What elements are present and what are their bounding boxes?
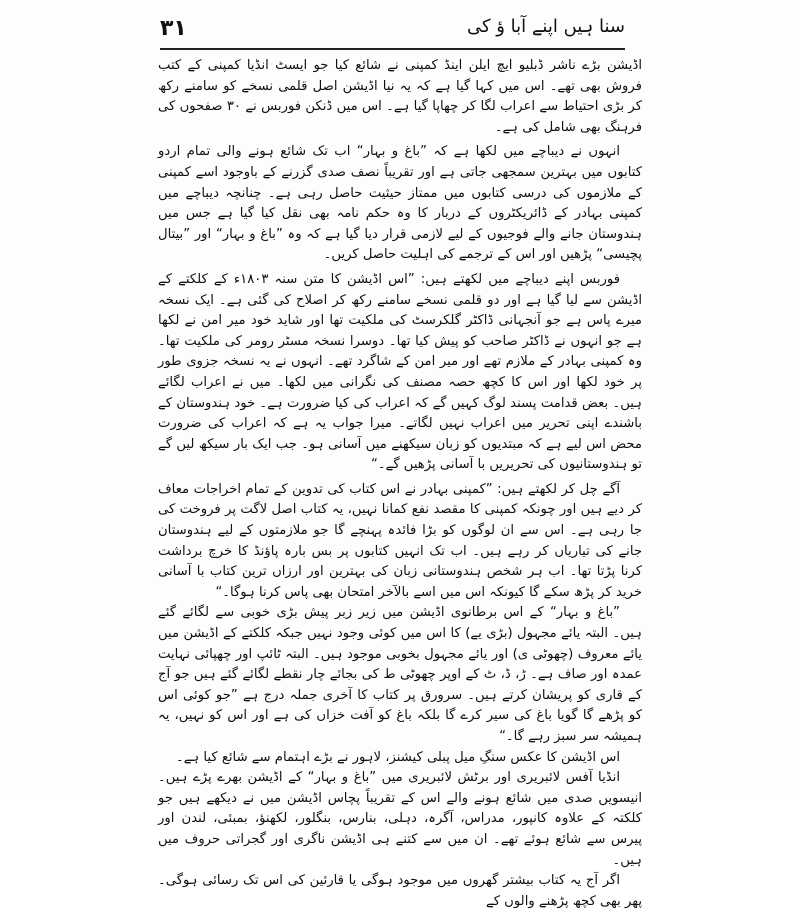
running-title: سنا ہیں اپنے آبا ؤ کی <box>466 16 625 37</box>
paragraph: انڈیا آفس لائبریری اور برٹش لائبریری میں ”باغ و بہار“ کے اڈیشن بھرے پڑے ہیں۔ انیسویں صدی میں شائع ہونے والے اس کے تقریباً پچاس اڈیشن میں نے دیکھے ہیں جو کلکتہ کے علاوہ کانپور، مدراس، آگرہ، دہلی، بنارس، بنگلور، لکھنؤ، بمبئی، لندن اور پیرس سے شائع ہوئے تھے۔ ان میں سے کتنے ہی اڈیشن ناگری اور گجراتی حروف میں ہیں۔ <box>158 770 642 868</box>
page-number: ۳۱ <box>160 16 187 41</box>
paragraph: آگے چل کر لکھتے ہیں: ”کمپنی بہادر نے اس کتاب کی تدوین کے تمام اخراجات معاف کر دیے ہیں اور چونکہ کمپنی کا مقصد نفع کمانا نہیں، یہ کتاب اصل لاگت پر فروخت کی جا رہی ہے۔ اس سے ان لوگوں کو بڑا فائدہ پہنچے گا جو ملازمتوں کے لیے ہندوستان جانے کی تیاریاں کر رہے ہیں۔ اب تک انہیں کتابوں پر بس بارہ پاؤنڈ کا خرچ برداشت کرنا پڑتا تھا۔ اب ہر شخص ہندوستانی زبان کی بہترین اور ارزاں ترین کتاب با آسانی خرید کر پڑھ سکے گا کیونکہ اس میں اسے بالآخر امتحان بھی پاس کرنا ہوگا۔“ <box>158 481 642 600</box>
page-header <box>160 16 625 50</box>
body-text <box>158 56 642 909</box>
paragraph: انہوں نے دیباچے میں لکھا ہے کہ ”باغ و بہار“ اب تک شائع ہونے والی تمام اردو کتابوں میں بہترین سمجھی جاتی ہے اور تقریباً نصف صدی گزرنے کے باوجود اسے کمپنی کے ملازموں کی درسی کتابوں میں ممتاز حیثیت حاصل رہی ہے۔ چنانچہ دیباچے میں کمپنی بہادر کے ڈائریکٹروں کے دربار کا وہ حکم نامہ بھی نقل کیا گیا ہے جس میں ہندوستان جانے والے فوجیوں کے لیے لازمی قرار دیا گیا ہے کہ وہ ”باغ و بہار“ اور ”بیتال پچیسی“ پڑھیں اور اس کے ترجمے کی اہلیت حاصل کریں۔ <box>158 144 642 263</box>
paragraph: اگر آج یہ کتاب بیشتر گھروں میں موجود ہوگی یا قارئین کی اس تک رسائی ہوگی۔ پھر بھی کچھ پڑھنے والوں کے <box>158 873 642 909</box>
paragraph: اڈیشن بڑے ناشر ڈبلیو ایچ ایلن اینڈ کمپنی نے شائع کیا جو ایسٹ انڈیا کمپنی کے کتب فروش بھی تھے۔ اس میں کہا گیا ہے کہ یہ نیا اڈیشن اصل قلمی نسخے کو سامنے رکھ کر بڑی احتیاط سے اعراب لگا کر چھاپا گیا ہے۔ اس میں ڈنکن فوربس نے ۳۰ صفحوں کی فرہنگ بھی شامل کی ہے۔ <box>158 58 642 135</box>
paragraph: فوربس اپنے دیباچے میں لکھتے ہیں: ”اس اڈیشن کا متن سنہ ۱۸۰۳ء کے کلکتے کے اڈیشن سے لیا گیا ہے اور دو قلمی نسخے سامنے رکھ کر اصلاح کی گئی ہے۔ ایک نسخہ میرے پاس ہے جو آنجہانی ڈاکٹر گلکرسٹ کی ملکیت تھا اور شاید خود میر امن نے لکھا ہے جو انہوں نے ڈاکٹر صاحب کو پیش کیا تھا۔ دوسرا نسخہ مسٹر رومر کی ملکیت تھا۔ وہ کمپنی بہادر کے ملازم تھے اور میر امن کے شاگرد تھے۔ انہوں نے یہ نسخہ جزوی طور پر خود لکھا اور اس کا کچھ حصہ مصنف کی نگرانی میں لکھا۔ میں نے اعراب لگائے ہیں۔ بعض قدامت پسند لوگ کہیں گے کہ اعراب کی کیا ضرورت ہے۔ خود ہندوستان کے باشندے اپنی تحریر میں اعراب نہیں لگاتے۔ میرا جواب یہ ہے کہ اعراب کی ضرورت محض اس لیے ہے کہ مبتدیوں کو زبان سیکھنے میں آسانی ہو۔ جب ایک بار سیکھ لیں گے تو ہندوستانیوں کی تحریریں با آسانی پڑھیں گے۔“ <box>158 271 642 473</box>
paragraph: ”باغ و بہار“ کے اس برطانوی اڈیشن میں زیر زبر پیش بڑی خوبی سے لگائے گئے ہیں۔ البتہ یائے مجہول (بڑی یے) کا اس میں کوئی وجود نہیں جبکہ کلکتے کے اڈیشن میں یائے معروف (چھوٹی ی) اور یائے مجہول بخوبی موجود ہیں۔ البتہ ٹائپ اور چھپائی نہایت عمدہ اور صاف ہے۔ ڑ، ڈ، ٹ کے اوپر چھوٹی ط کی بجائے چار نقطے لگائے گئے ہیں جو آج کے قاری کو پریشان کرتے ہیں۔ سرورق پر کتاب کا آخری جملہ درج ہے ”جو کوئی اس کو پڑھے گا گویا باغ کی سیر کرے گا بلکہ باغ کو آفت خزاں کی ہے اور اس کو نہیں، یہ ہمیشہ سر سبز رہے گا۔“ <box>158 605 642 744</box>
paragraph: اس اڈیشن کا عکس سنگِ میل پبلی کیشنز، لاہور نے بڑے اہتمام سے شائع کیا ہے۔ <box>176 749 620 765</box>
